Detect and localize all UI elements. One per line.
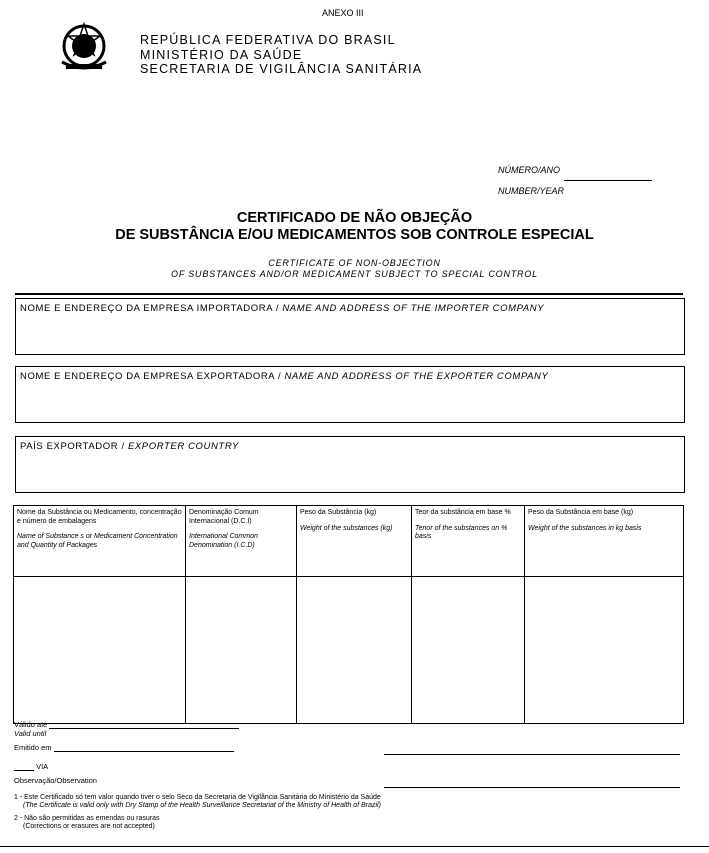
coat-of-arms-seal bbox=[56, 22, 112, 74]
cell-weight[interactable] bbox=[297, 577, 412, 724]
via-number-field[interactable] bbox=[14, 770, 34, 771]
issued-on-label: Emitido em bbox=[14, 743, 52, 752]
header-ministry: MINISTÉRIO DA SAÚDE bbox=[140, 47, 303, 62]
title-line-2: DE SUBSTÂNCIA E/OU MEDICAMENTOS SOB CONTROLE ESPECIAL bbox=[115, 227, 594, 243]
via-row bbox=[14, 762, 48, 771]
table-row bbox=[14, 577, 684, 724]
government-header bbox=[140, 33, 422, 77]
header-republic: REPÚBLICA FEDERATIVA DO BRASIL bbox=[140, 33, 396, 47]
subtitle-line-2: OF SUBSTANCES AND/OR MEDICAMENT SUBJECT TO SPECIAL CONTROL bbox=[171, 269, 538, 279]
cell-substance-name[interactable] bbox=[14, 577, 186, 724]
exporter-label bbox=[20, 371, 548, 382]
valid-until-label-pt: Válido até bbox=[14, 720, 48, 729]
signature-line[interactable] bbox=[384, 754, 680, 755]
cell-tenor[interactable] bbox=[412, 577, 525, 724]
col1-pt: Nome da Substância ou Medicamento, concentração e número de embalagens bbox=[17, 509, 182, 525]
importer-label-en: NAME AND ADDRESS OF THE IMPORTER COMPANY bbox=[282, 303, 545, 314]
bottom-border bbox=[0, 846, 709, 847]
table-header-row bbox=[14, 506, 684, 577]
exporter-label-en: NAME AND ADDRESS OF THE EXPORTER COMPANY bbox=[284, 371, 549, 382]
note-1-pt: 1 - Este Certificado só tem valor quando tiver o selo Seco da Secretaria de Vigilância Sanitária do Ministério da Saúde bbox=[14, 794, 381, 801]
number-year-block bbox=[498, 160, 652, 202]
col1-en: Name of Substance s or Medicament Concentration and Quantity of Packages bbox=[17, 533, 178, 549]
col3-en: Weight of the substances (kg) bbox=[300, 524, 393, 532]
importer-field[interactable] bbox=[15, 298, 685, 355]
observation-label: Observação/Observation bbox=[14, 776, 97, 785]
col5-pt: Peso da Substância em base (kg) bbox=[528, 509, 634, 516]
annex-label: ANEXO III bbox=[322, 8, 364, 18]
cell-weight-base[interactable] bbox=[525, 577, 684, 724]
note-2-en: (Corrections or erasures are not accepted) bbox=[23, 823, 155, 830]
valid-until-row bbox=[14, 720, 239, 738]
issued-on-row bbox=[14, 743, 234, 752]
note-1-en: (The Certificate is valid only with Dry Stamp of the Health Surveillance Secretariat of the Ministry of Health of Brazil) bbox=[23, 802, 381, 809]
certificate-subtitle bbox=[0, 258, 709, 280]
valid-until-label-en: Valid until bbox=[14, 729, 47, 738]
exporter-label-pt: NOME E ENDEREÇO DA EMPRESA EXPORTADORA / bbox=[20, 371, 285, 382]
cell-dci[interactable] bbox=[186, 577, 297, 724]
title-line-1: CERTIFICADO DE NÃO OBJEÇÃO bbox=[236, 210, 473, 226]
country-label-pt: PAÍS EXPORTADOR / bbox=[20, 441, 128, 452]
country-label-en: EXPORTER COUNTRY bbox=[127, 441, 239, 452]
exporter-field[interactable] bbox=[15, 366, 685, 423]
number-label-pt: NÚMERO/ANO bbox=[498, 165, 561, 175]
issued-on-field[interactable] bbox=[54, 751, 234, 752]
importer-label-pt: NOME E ENDEREÇO DA EMPRESA IMPORTADORA / bbox=[20, 303, 283, 314]
note-2-pt: 2 - Não são permitidas as emendas ou rasuras bbox=[14, 815, 160, 822]
col-tenor bbox=[412, 506, 525, 577]
col-dci bbox=[186, 506, 297, 577]
valid-until-field[interactable] bbox=[49, 728, 239, 729]
importer-label bbox=[20, 303, 544, 314]
col2-pt: Denominação Comum Internacional (D.C.I) bbox=[189, 509, 259, 525]
col4-en: Tenor of the substances on % basis bbox=[415, 524, 508, 540]
col-substance-name bbox=[14, 506, 186, 577]
exporter-country-field[interactable] bbox=[15, 436, 685, 493]
signature-line-2[interactable] bbox=[384, 787, 680, 788]
col2-en: International Common Denomination (I.C.D) bbox=[189, 533, 258, 549]
country-label bbox=[20, 441, 239, 452]
number-year-field[interactable] bbox=[564, 171, 652, 181]
via-label: VIA bbox=[36, 762, 49, 771]
col3-pt: Peso da Substância (kg) bbox=[300, 509, 377, 516]
col5-en: Weight of the substances in kg basis bbox=[528, 524, 642, 532]
number-label-en: NUMBER/YEAR bbox=[498, 186, 565, 196]
header-divider bbox=[15, 293, 683, 295]
note-1 bbox=[14, 794, 381, 810]
note-2 bbox=[14, 815, 160, 831]
subtitle-line-1: CERTIFICATE OF NON-OBJECTION bbox=[268, 258, 441, 268]
col-weight bbox=[297, 506, 412, 577]
col-weight-base bbox=[525, 506, 684, 577]
header-secretariat: SECRETARIA DE VIGILÂNCIA SANITÁRIA bbox=[140, 62, 423, 76]
substances-table bbox=[13, 505, 684, 724]
certificate-title bbox=[0, 210, 709, 244]
col4-pt: Teor da substância em base % bbox=[415, 509, 511, 516]
